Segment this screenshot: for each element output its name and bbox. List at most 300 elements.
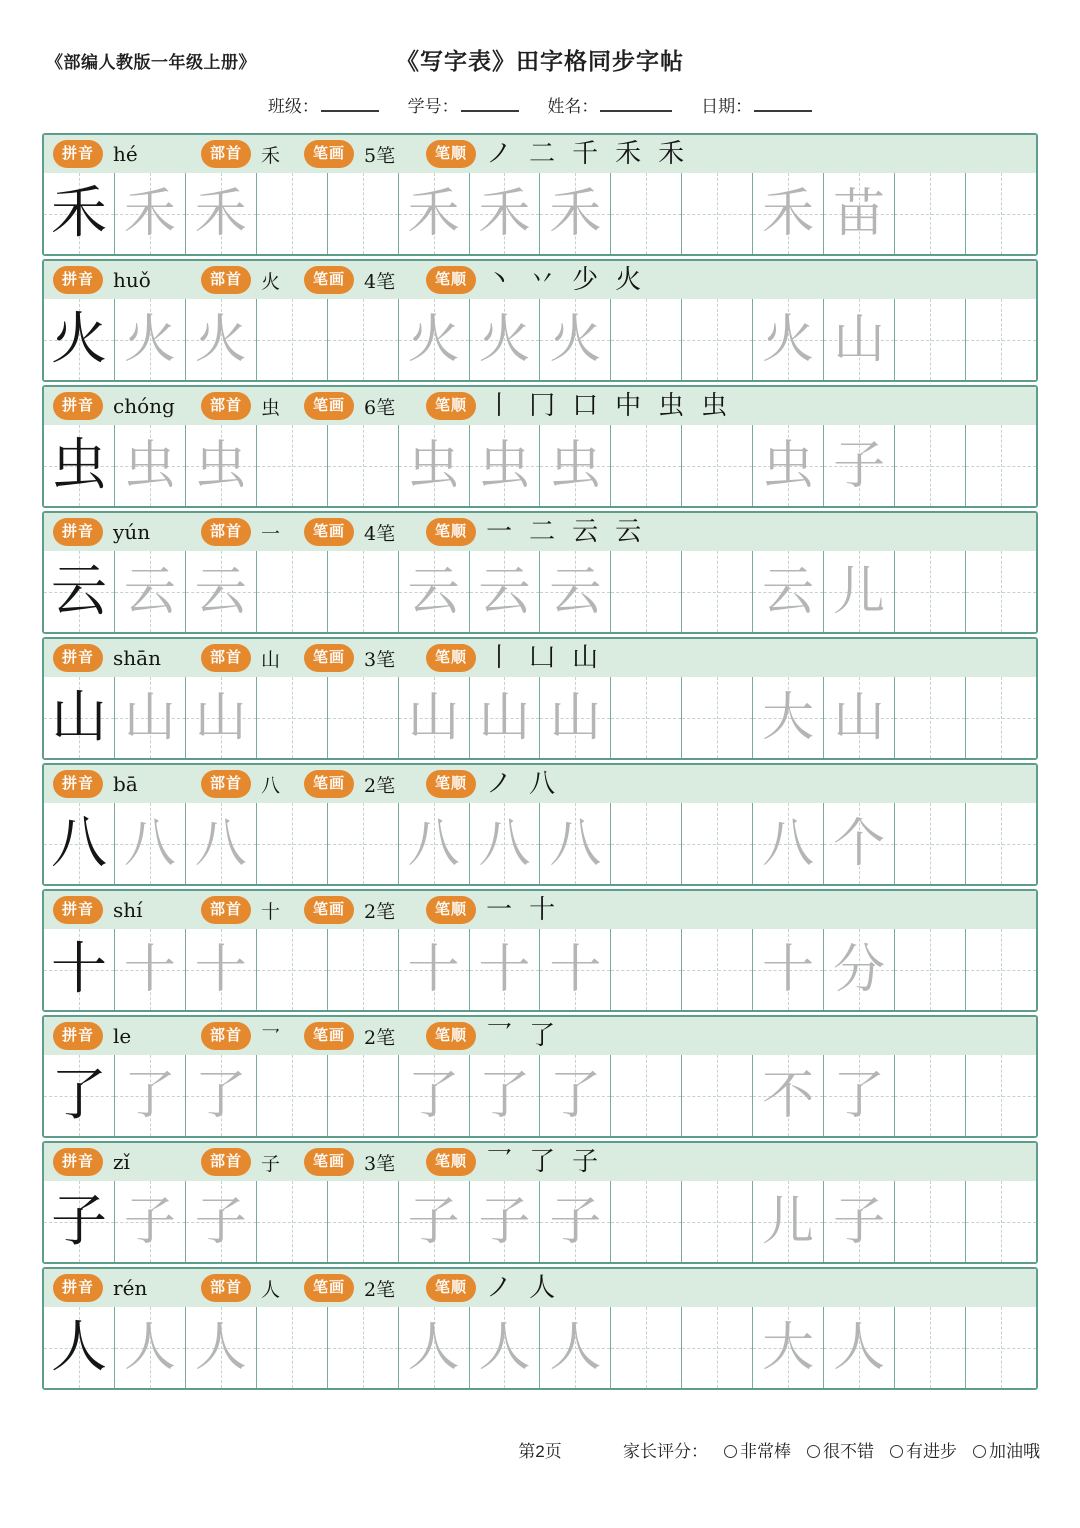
main-character: 禾 — [50, 180, 107, 246]
stroke-order-step: 丶 — [486, 265, 513, 295]
stroke-order-sequence — [486, 135, 701, 173]
trace-character: 山 — [549, 687, 602, 748]
character-rows — [42, 133, 1038, 1390]
trace-character: 十 — [478, 939, 531, 1000]
tianzige-cell — [398, 1307, 469, 1388]
tianzige-cell — [398, 803, 469, 884]
tianzige-cell — [681, 299, 752, 380]
tianzige-cell — [823, 299, 894, 380]
tianzige-cell — [681, 803, 752, 884]
tianzige-cell — [823, 173, 894, 254]
char-row-八 — [42, 763, 1038, 886]
practice-grid — [44, 425, 1036, 506]
trace-character: 山 — [833, 309, 886, 370]
stroke-order-sequence — [486, 261, 658, 299]
trace-character: 不 — [762, 1065, 815, 1126]
tianzige-cell — [752, 425, 823, 506]
tianzige-cell — [752, 299, 823, 380]
tianzige-cell — [681, 1181, 752, 1262]
stroke-count-value: 6笔 — [364, 396, 396, 419]
stroke-order-badge: 笔顺 — [426, 140, 476, 168]
radical-value: 禾 — [261, 144, 281, 167]
tianzige-cell — [44, 551, 114, 632]
pinyin-badge: 拼音 — [53, 896, 103, 924]
tianzige-cell — [114, 677, 185, 758]
tianzige-cell — [894, 929, 965, 1010]
tianzige-cell — [894, 1055, 965, 1136]
stroke-order-step: 子 — [572, 1147, 599, 1177]
pinyin-badge: 拼音 — [53, 1148, 103, 1176]
trace-character: 火 — [194, 309, 247, 370]
circle-icon — [724, 1445, 737, 1458]
date-blank-line — [754, 97, 812, 112]
rating-option-label: 非常棒 — [740, 1442, 791, 1461]
tianzige-cell — [256, 1055, 327, 1136]
trace-character: 人 — [123, 1317, 176, 1378]
trace-character: 虫 — [762, 435, 815, 496]
tianzige-cell — [539, 929, 610, 1010]
tianzige-cell — [44, 677, 114, 758]
radical-badge: 部首 — [201, 1022, 251, 1050]
trace-character: 云 — [407, 561, 460, 622]
tianzige-cell — [469, 425, 540, 506]
stroke-order-step: 山 — [572, 643, 599, 673]
practice-grid — [44, 1181, 1036, 1262]
tianzige-cell — [327, 299, 398, 380]
name-blank-line — [600, 97, 672, 112]
tianzige-cell — [823, 929, 894, 1010]
tianzige-cell — [114, 803, 185, 884]
page-header — [42, 40, 1038, 82]
trace-character: 禾 — [549, 183, 602, 244]
pinyin-value: shān — [113, 646, 161, 670]
tianzige-cell — [752, 173, 823, 254]
stroke-order-badge: 笔顺 — [426, 644, 476, 672]
practice-grid — [44, 1307, 1036, 1388]
tianzige-cell — [398, 1181, 469, 1262]
tianzige-cell — [114, 299, 185, 380]
stroke-count-value: 2笔 — [364, 900, 396, 923]
tianzige-cell — [398, 677, 469, 758]
tianzige-cell — [752, 1307, 823, 1388]
tianzige-cell — [185, 1181, 256, 1262]
trace-character: 火 — [549, 309, 602, 370]
main-character: 虫 — [50, 432, 107, 498]
trace-character: 分 — [833, 939, 886, 1000]
tianzige-cell — [610, 299, 681, 380]
trace-character: 人 — [194, 1317, 247, 1378]
stroke-order-step: 丨 — [486, 643, 513, 673]
pinyin-badge: 拼音 — [53, 392, 103, 420]
stroke-order-step: 十 — [529, 895, 556, 925]
tianzige-cell — [398, 1055, 469, 1136]
tianzige-cell — [185, 929, 256, 1010]
trace-character: 了 — [194, 1065, 247, 1126]
tianzige-cell — [114, 929, 185, 1010]
tianzige-cell — [256, 551, 327, 632]
circle-icon — [890, 1445, 903, 1458]
name-field-label: 姓名： — [547, 97, 599, 116]
tianzige-cell — [610, 677, 681, 758]
circle-icon — [807, 1445, 820, 1458]
tianzige-cell — [965, 173, 1036, 254]
tianzige-cell — [894, 299, 965, 380]
stroke-count-value: 2笔 — [364, 1278, 396, 1301]
tianzige-cell — [185, 551, 256, 632]
trace-character: 儿 — [833, 561, 886, 622]
trace-character: 火 — [762, 309, 815, 370]
tianzige-cell — [327, 1055, 398, 1136]
tianzige-cell — [539, 677, 610, 758]
radical-badge: 部首 — [201, 896, 251, 924]
stroke-count-value: 4笔 — [364, 522, 396, 545]
stroke-order-step: 二 — [529, 139, 556, 169]
tianzige-cell — [610, 551, 681, 632]
main-character: 了 — [50, 1062, 107, 1128]
trace-character: 禾 — [478, 183, 531, 244]
trace-character: 八 — [194, 813, 247, 874]
trace-character: 十 — [194, 939, 247, 1000]
trace-character: 子 — [478, 1191, 531, 1252]
trace-character: 火 — [407, 309, 460, 370]
tianzige-cell — [894, 1181, 965, 1262]
tianzige-cell — [965, 677, 1036, 758]
pinyin-badge: 拼音 — [53, 266, 103, 294]
tianzige-cell — [327, 425, 398, 506]
stroke-order-sequence — [486, 891, 572, 929]
stroke-order-step: 乛 — [486, 1147, 513, 1177]
tianzige-cell — [539, 1055, 610, 1136]
rating-option-label: 加油哦 — [989, 1442, 1040, 1461]
char-row-人 — [42, 1267, 1038, 1390]
trace-character: 禾 — [194, 183, 247, 244]
tianzige-cell — [44, 929, 114, 1010]
row-header — [44, 765, 1036, 803]
trace-character: 十 — [123, 939, 176, 1000]
stroke-order-step: 了 — [529, 1021, 556, 1051]
stroke-order-step: 人 — [529, 1273, 556, 1303]
practice-grid — [44, 803, 1036, 884]
tianzige-cell — [539, 803, 610, 884]
trace-character: 八 — [549, 813, 602, 874]
radical-value: 八 — [261, 774, 281, 797]
name-field — [547, 97, 672, 116]
row-header — [44, 639, 1036, 677]
stroke-order-step: 禾 — [658, 139, 685, 169]
main-character: 八 — [50, 810, 107, 876]
trace-character: 子 — [194, 1191, 247, 1252]
main-character: 人 — [50, 1314, 107, 1380]
practice-grid — [44, 929, 1036, 1010]
tianzige-cell — [965, 929, 1036, 1010]
practice-grid — [44, 173, 1036, 254]
practice-grid — [44, 677, 1036, 758]
tianzige-cell — [185, 1055, 256, 1136]
tianzige-cell — [539, 173, 610, 254]
row-header — [44, 387, 1036, 425]
trace-character: 山 — [194, 687, 247, 748]
stroke-order-badge: 笔顺 — [426, 392, 476, 420]
parent-rating — [623, 1437, 1040, 1462]
date-field — [701, 97, 812, 116]
practice-grid — [44, 551, 1036, 632]
tianzige-cell — [894, 677, 965, 758]
stroke-count-badge: 笔画 — [304, 644, 354, 672]
trace-character: 山 — [407, 687, 460, 748]
stroke-order-step: 火 — [615, 265, 642, 295]
stroke-order-step: 丨 — [486, 391, 513, 421]
tianzige-cell — [894, 803, 965, 884]
row-header — [44, 1269, 1036, 1307]
trace-character: 子 — [123, 1191, 176, 1252]
circle-icon — [973, 1445, 986, 1458]
tianzige-cell — [610, 1055, 681, 1136]
row-header — [44, 1143, 1036, 1181]
char-row-十 — [42, 889, 1038, 1012]
student-number-blank-line — [461, 97, 519, 112]
stroke-order-step: 二 — [529, 517, 556, 547]
tianzige-cell — [398, 299, 469, 380]
radical-value: 人 — [261, 1278, 281, 1301]
tianzige-cell — [965, 803, 1036, 884]
stroke-order-step: 乛 — [486, 1021, 513, 1051]
tianzige-cell — [256, 677, 327, 758]
trace-character: 火 — [478, 309, 531, 370]
stroke-order-badge: 笔顺 — [426, 1022, 476, 1050]
stroke-order-step: 中 — [615, 391, 642, 421]
stroke-order-step: 一 — [486, 517, 513, 547]
trace-character: 子 — [833, 1191, 886, 1252]
tianzige-cell — [894, 551, 965, 632]
rating-option-label: 很不错 — [823, 1442, 874, 1461]
radical-badge: 部首 — [201, 518, 251, 546]
stroke-order-step: 虫 — [658, 391, 685, 421]
trace-character: 火 — [123, 309, 176, 370]
stroke-order-sequence — [486, 765, 572, 803]
tianzige-cell — [327, 803, 398, 884]
tianzige-cell — [965, 425, 1036, 506]
pinyin-value: hé — [113, 142, 138, 166]
stroke-order-step: 了 — [529, 1147, 556, 1177]
stroke-order-badge: 笔顺 — [426, 266, 476, 294]
tianzige-cell — [327, 1307, 398, 1388]
tianzige-cell — [469, 173, 540, 254]
tianzige-cell — [469, 1055, 540, 1136]
tianzige-cell — [610, 803, 681, 884]
tianzige-cell — [114, 1181, 185, 1262]
radical-badge: 部首 — [201, 392, 251, 420]
tianzige-cell — [681, 173, 752, 254]
trace-character: 八 — [123, 813, 176, 874]
stroke-order-step: 口 — [572, 391, 599, 421]
stroke-count-badge: 笔画 — [304, 1022, 354, 1050]
page-title: 《写字表》田字格同步字帖 — [396, 48, 684, 74]
main-character: 火 — [50, 306, 107, 372]
main-character: 云 — [50, 558, 107, 624]
stroke-order-sequence — [486, 1017, 572, 1055]
tianzige-cell — [469, 803, 540, 884]
char-row-山 — [42, 637, 1038, 760]
tianzige-cell — [327, 1181, 398, 1262]
trace-character: 了 — [123, 1065, 176, 1126]
tianzige-cell — [469, 299, 540, 380]
tianzige-cell — [681, 677, 752, 758]
row-header — [44, 513, 1036, 551]
trace-character: 人 — [549, 1317, 602, 1378]
stroke-count-value: 2笔 — [364, 1026, 396, 1049]
stroke-order-sequence — [486, 1269, 572, 1307]
stroke-order-sequence — [486, 639, 615, 677]
rating-option — [890, 1442, 957, 1461]
tianzige-cell — [44, 803, 114, 884]
tianzige-cell — [610, 173, 681, 254]
char-row-了 — [42, 1015, 1038, 1138]
char-row-子 — [42, 1141, 1038, 1264]
stroke-count-badge: 笔画 — [304, 770, 354, 798]
tianzige-cell — [185, 173, 256, 254]
tianzige-cell — [610, 1181, 681, 1262]
pinyin-value: rén — [113, 1276, 148, 1300]
trace-character: 了 — [549, 1065, 602, 1126]
trace-character: 山 — [478, 687, 531, 748]
trace-character: 十 — [549, 939, 602, 1000]
stroke-count-badge: 笔画 — [304, 266, 354, 294]
tianzige-cell — [114, 425, 185, 506]
stroke-count-badge: 笔画 — [304, 1274, 354, 1302]
practice-grid — [44, 1055, 1036, 1136]
trace-character: 山 — [123, 687, 176, 748]
trace-character: 禾 — [123, 183, 176, 244]
tianzige-cell — [256, 425, 327, 506]
stroke-order-step: 八 — [529, 769, 556, 799]
trace-character: 云 — [762, 561, 815, 622]
trace-character: 八 — [762, 813, 815, 874]
trace-character: 禾 — [762, 183, 815, 244]
radical-value: 一 — [261, 522, 281, 545]
pinyin-value: huǒ — [113, 268, 151, 292]
practice-grid — [44, 299, 1036, 380]
student-number-field — [408, 97, 519, 116]
row-header — [44, 891, 1036, 929]
tianzige-cell — [256, 173, 327, 254]
stroke-order-badge: 笔顺 — [426, 518, 476, 546]
stroke-order-step: 云 — [615, 517, 642, 547]
trace-character: 了 — [833, 1065, 886, 1126]
main-character: 子 — [50, 1188, 107, 1254]
student-number-field-label: 学号： — [407, 97, 459, 116]
pinyin-value: le — [113, 1024, 132, 1048]
tianzige-cell — [681, 425, 752, 506]
tianzige-cell — [398, 173, 469, 254]
char-row-火 — [42, 259, 1038, 382]
date-field-label: 日期： — [701, 97, 753, 116]
pinyin-badge: 拼音 — [53, 1274, 103, 1302]
student-info-line — [42, 92, 1038, 117]
tianzige-cell — [610, 425, 681, 506]
radical-badge: 部首 — [201, 770, 251, 798]
stroke-order-step: 禾 — [615, 139, 642, 169]
radical-badge: 部首 — [201, 266, 251, 294]
main-character: 山 — [50, 684, 107, 750]
radical-value: 虫 — [261, 396, 281, 419]
stroke-count-value: 2笔 — [364, 774, 396, 797]
tianzige-cell — [752, 1181, 823, 1262]
row-header — [44, 1017, 1036, 1055]
tianzige-cell — [823, 1181, 894, 1262]
trace-character: 人 — [478, 1317, 531, 1378]
tianzige-cell — [965, 551, 1036, 632]
page-footer — [0, 1437, 1080, 1467]
tianzige-cell — [185, 677, 256, 758]
tianzige-cell — [469, 1307, 540, 1388]
stroke-order-step: 一 — [486, 895, 513, 925]
rating-option-label: 有进步 — [906, 1442, 957, 1461]
trace-character: 十 — [407, 939, 460, 1000]
trace-character: 子 — [407, 1191, 460, 1252]
stroke-order-badge: 笔顺 — [426, 896, 476, 924]
trace-character: 了 — [478, 1065, 531, 1126]
trace-character: 云 — [194, 561, 247, 622]
tianzige-cell — [44, 1055, 114, 1136]
stroke-order-sequence — [486, 387, 744, 425]
stroke-order-step: 冂 — [529, 391, 556, 421]
stroke-order-step: 云 — [572, 517, 599, 547]
tianzige-cell — [256, 1181, 327, 1262]
tianzige-cell — [894, 173, 965, 254]
stroke-count-badge: 笔画 — [304, 1148, 354, 1176]
radical-value: 乛 — [261, 1026, 281, 1049]
radical-badge: 部首 — [201, 644, 251, 672]
tianzige-cell — [44, 425, 114, 506]
pinyin-badge: 拼音 — [53, 140, 103, 168]
stroke-order-sequence — [486, 513, 658, 551]
tianzige-cell — [114, 1307, 185, 1388]
trace-character: 虫 — [194, 435, 247, 496]
stroke-count-value: 5笔 — [364, 144, 396, 167]
trace-character: 大 — [762, 687, 815, 748]
tianzige-cell — [398, 551, 469, 632]
rating-label: 家长评分： — [623, 1442, 708, 1461]
tianzige-cell — [185, 803, 256, 884]
tianzige-cell — [327, 677, 398, 758]
tianzige-cell — [823, 425, 894, 506]
page-number: 第2页 — [518, 1442, 562, 1461]
tianzige-cell — [398, 425, 469, 506]
tianzige-cell — [823, 1307, 894, 1388]
tianzige-cell — [469, 551, 540, 632]
class-field — [268, 97, 379, 116]
tianzige-cell — [114, 1055, 185, 1136]
pinyin-value: bā — [113, 772, 138, 796]
tianzige-cell — [681, 551, 752, 632]
tianzige-cell — [44, 1307, 114, 1388]
tianzige-cell — [752, 803, 823, 884]
stroke-count-value: 3笔 — [364, 1152, 396, 1175]
tianzige-cell — [823, 551, 894, 632]
tianzige-cell — [965, 299, 1036, 380]
trace-character: 十 — [762, 939, 815, 1000]
stroke-count-value: 4笔 — [364, 270, 396, 293]
tianzige-cell — [539, 551, 610, 632]
stroke-order-step: ノ — [486, 1273, 513, 1303]
trace-character: 儿 — [762, 1191, 815, 1252]
tianzige-cell — [965, 1055, 1036, 1136]
trace-character: 禾 — [407, 183, 460, 244]
tianzige-cell — [469, 677, 540, 758]
stroke-order-step: 虫 — [701, 391, 728, 421]
tianzige-cell — [114, 551, 185, 632]
rating-option — [724, 1442, 791, 1461]
